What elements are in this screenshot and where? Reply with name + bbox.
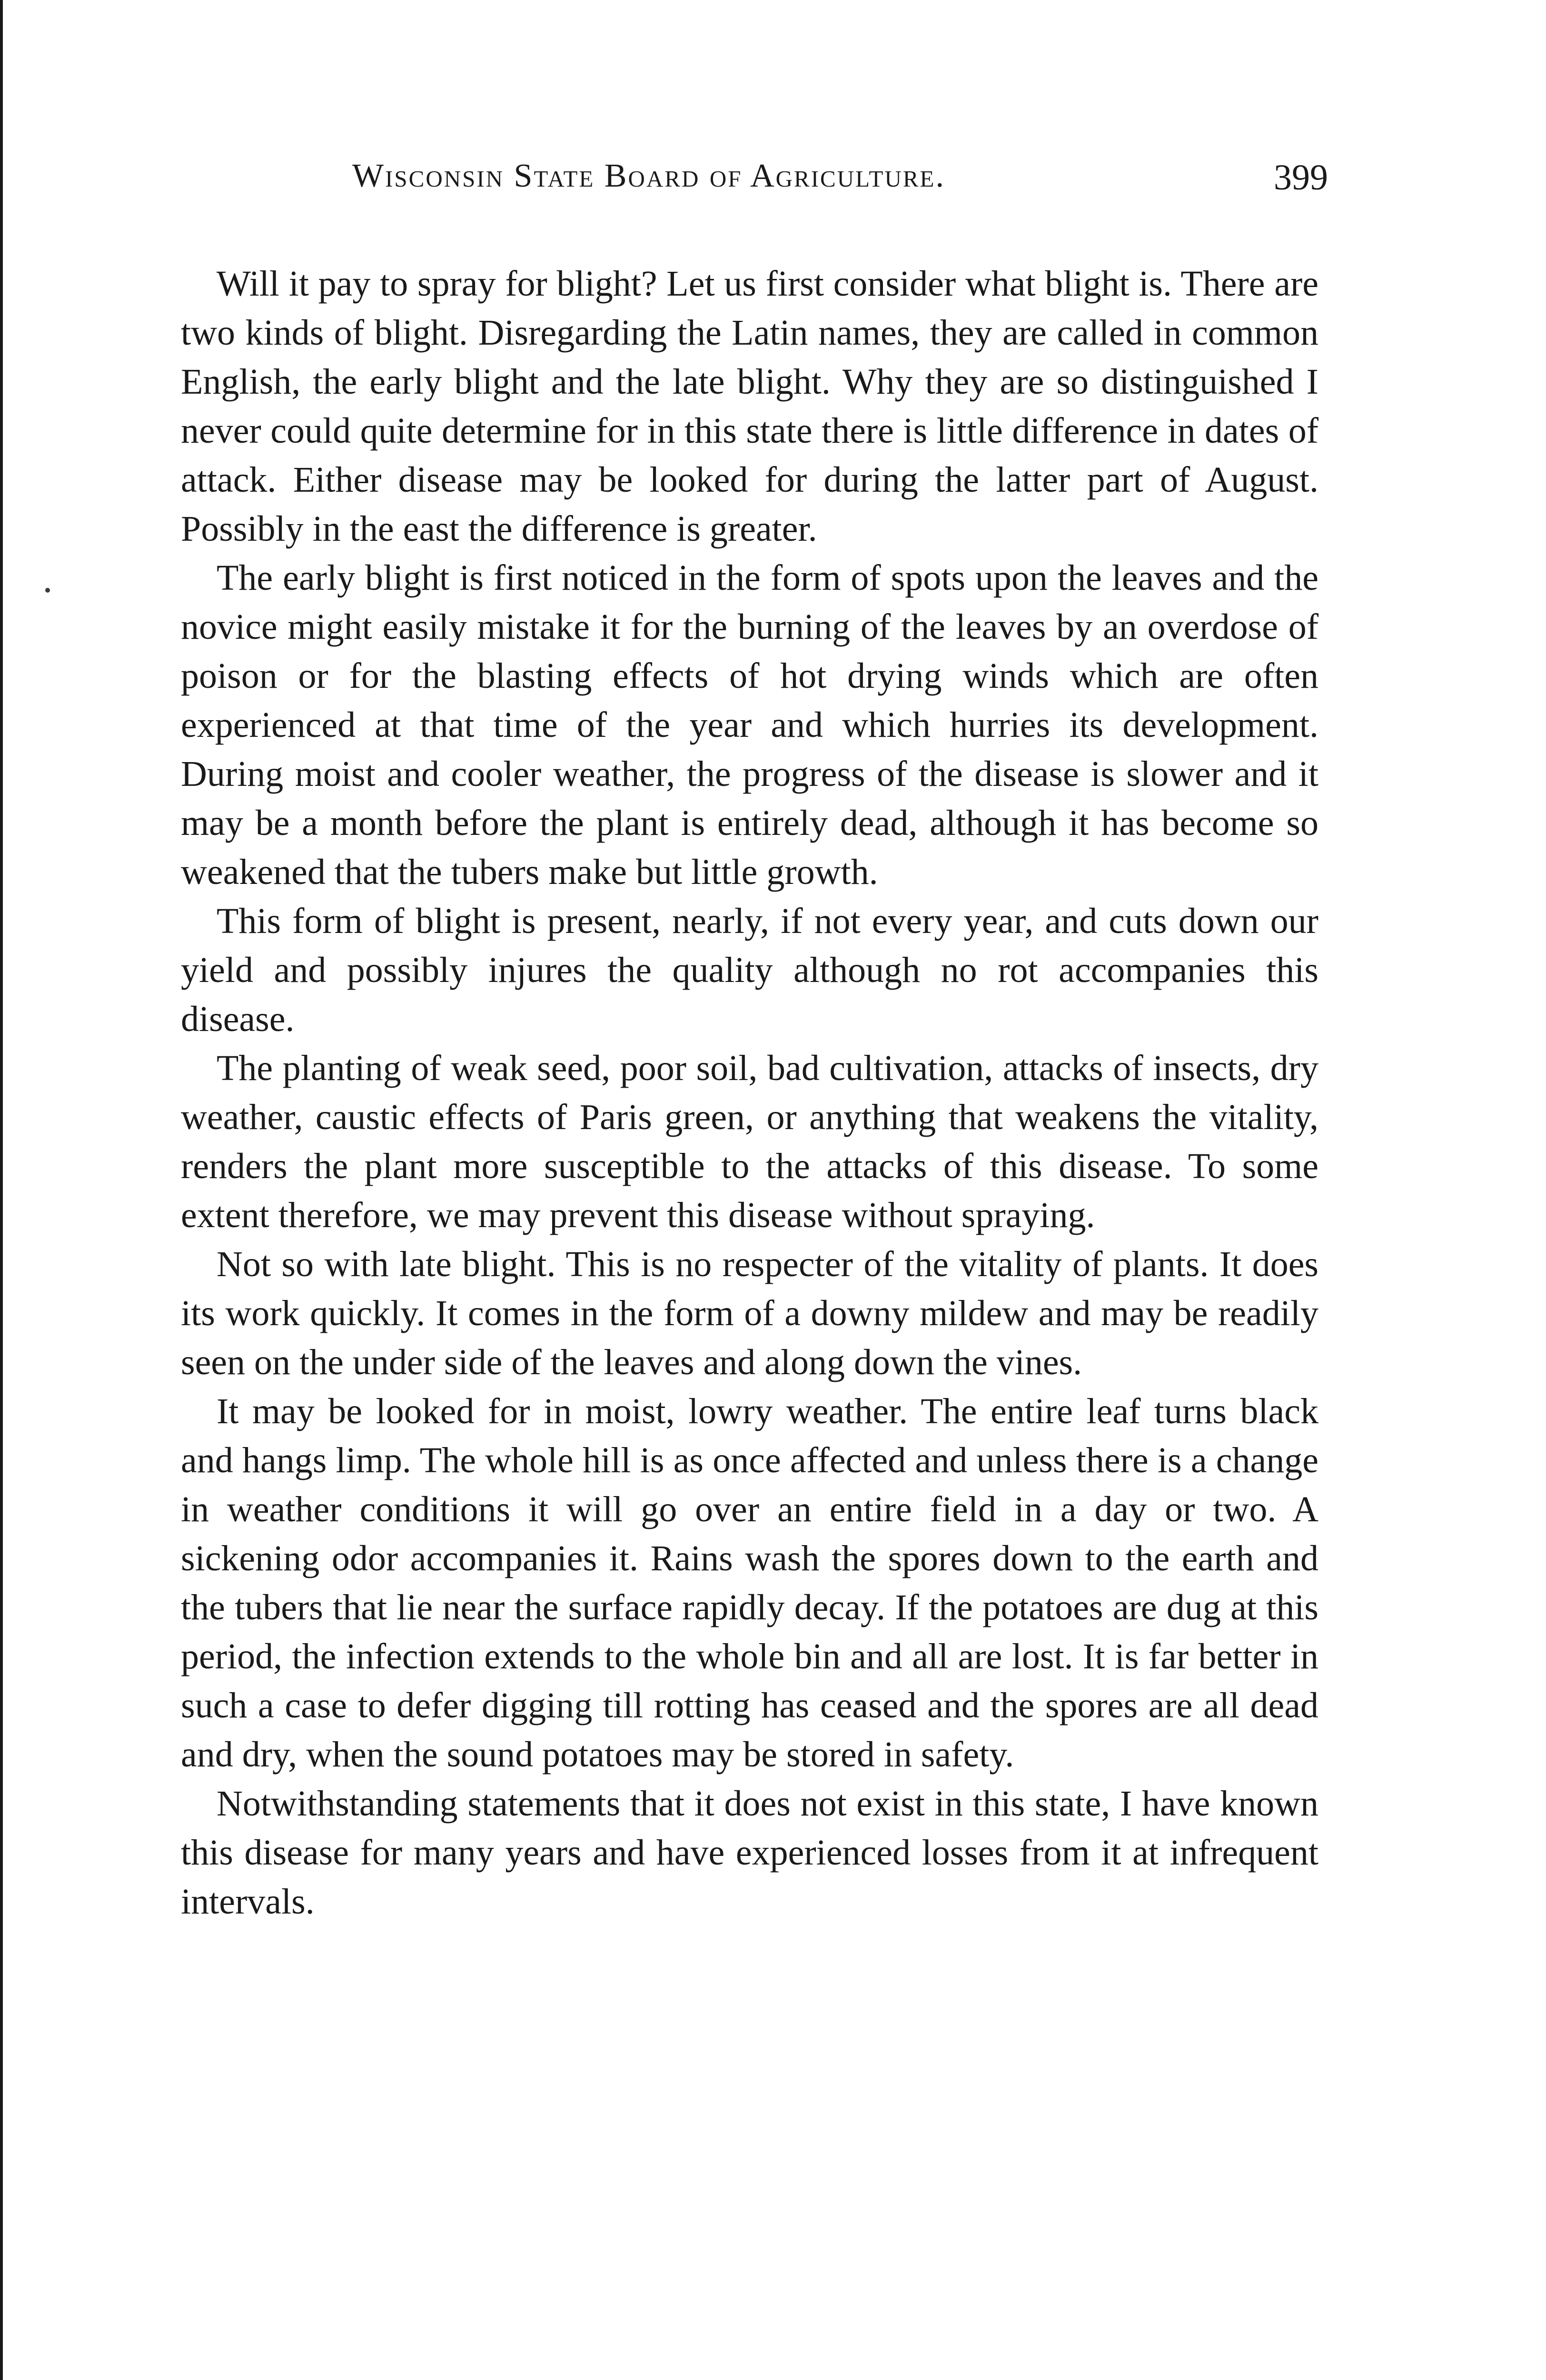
page-header (352, 157, 1328, 214)
running-head: Wisconsin State Board of Agriculture. (352, 158, 945, 194)
paragraph: This form of blight is present, nearly, if not every year, and cuts down our yield and possibly injures the quality although no rot accompanies this disease. (181, 901, 1318, 1039)
page-number: 399 (1274, 158, 1328, 198)
paragraph: Will it pay to spray for blight? Let us first consider what blight is. There are two kinds of blight. Disregarding the Latin names, they are called in common English, the early blight and the late blight. Why they are so distinguished I never could quite determine for in this state there is little difference in dates of attack. Either disease may be looked for during the latter part of August. Possibly in the east the difference is greater. (181, 264, 1318, 549)
paragraph: Not so with late blight. This is no respecter of the vitality of plants. It does its work quickly. It comes in the form of a downy mildew and may be readily seen on the under side of the leaves and along down the vines. (181, 1244, 1318, 1382)
paragraph: It may be looked for in moist, lowry weather. The entire leaf turns black and hangs limp. The whole hill is as once affected and unless there is a change in weather conditions it will go over an entire field in a day or two. A sickening odor accompanies it. Rains wash the spores down to the earth and the tubers that lie near the surface rapidly decay. If the potatoes are dug at this period, the infection extends to the whole bin and all are lost. It is far better in such a case to defer digging till rotting has ceased and the spores are all dead and dry, when the sound potatoes may be stored in safety. (181, 1391, 1318, 1775)
scan-speck (45, 588, 50, 593)
body-text (181, 259, 1318, 1926)
scan-edge-left (0, 0, 3, 2380)
paragraph: The planting of weak seed, poor soil, bad cultivation, attacks of insects, dry weather, caustic effects of Paris green, or anything that weakens the vitality, renders the plant more susceptible to the attacks of this disease. To some extent therefore, we may prevent this disease without spraying. (181, 1048, 1318, 1235)
paragraph: The early blight is first noticed in the form of spots upon the leaves and the novice might easily mistake it for the burning of the leaves by an overdose of poison or for the blasting effects of hot drying winds which are often experienced at that time of the year and which hurries its development. During moist and cooler weather, the progress of the disease is slower and it may be a month before the plant is entirely dead, although it has become so weakened that the tubers make but little growth. (181, 558, 1318, 892)
paragraph: Notwithstanding statements that it does not exist in this state, I have known this disease for many years and have experienced losses from it at infrequent intervals. (181, 1784, 1318, 1922)
